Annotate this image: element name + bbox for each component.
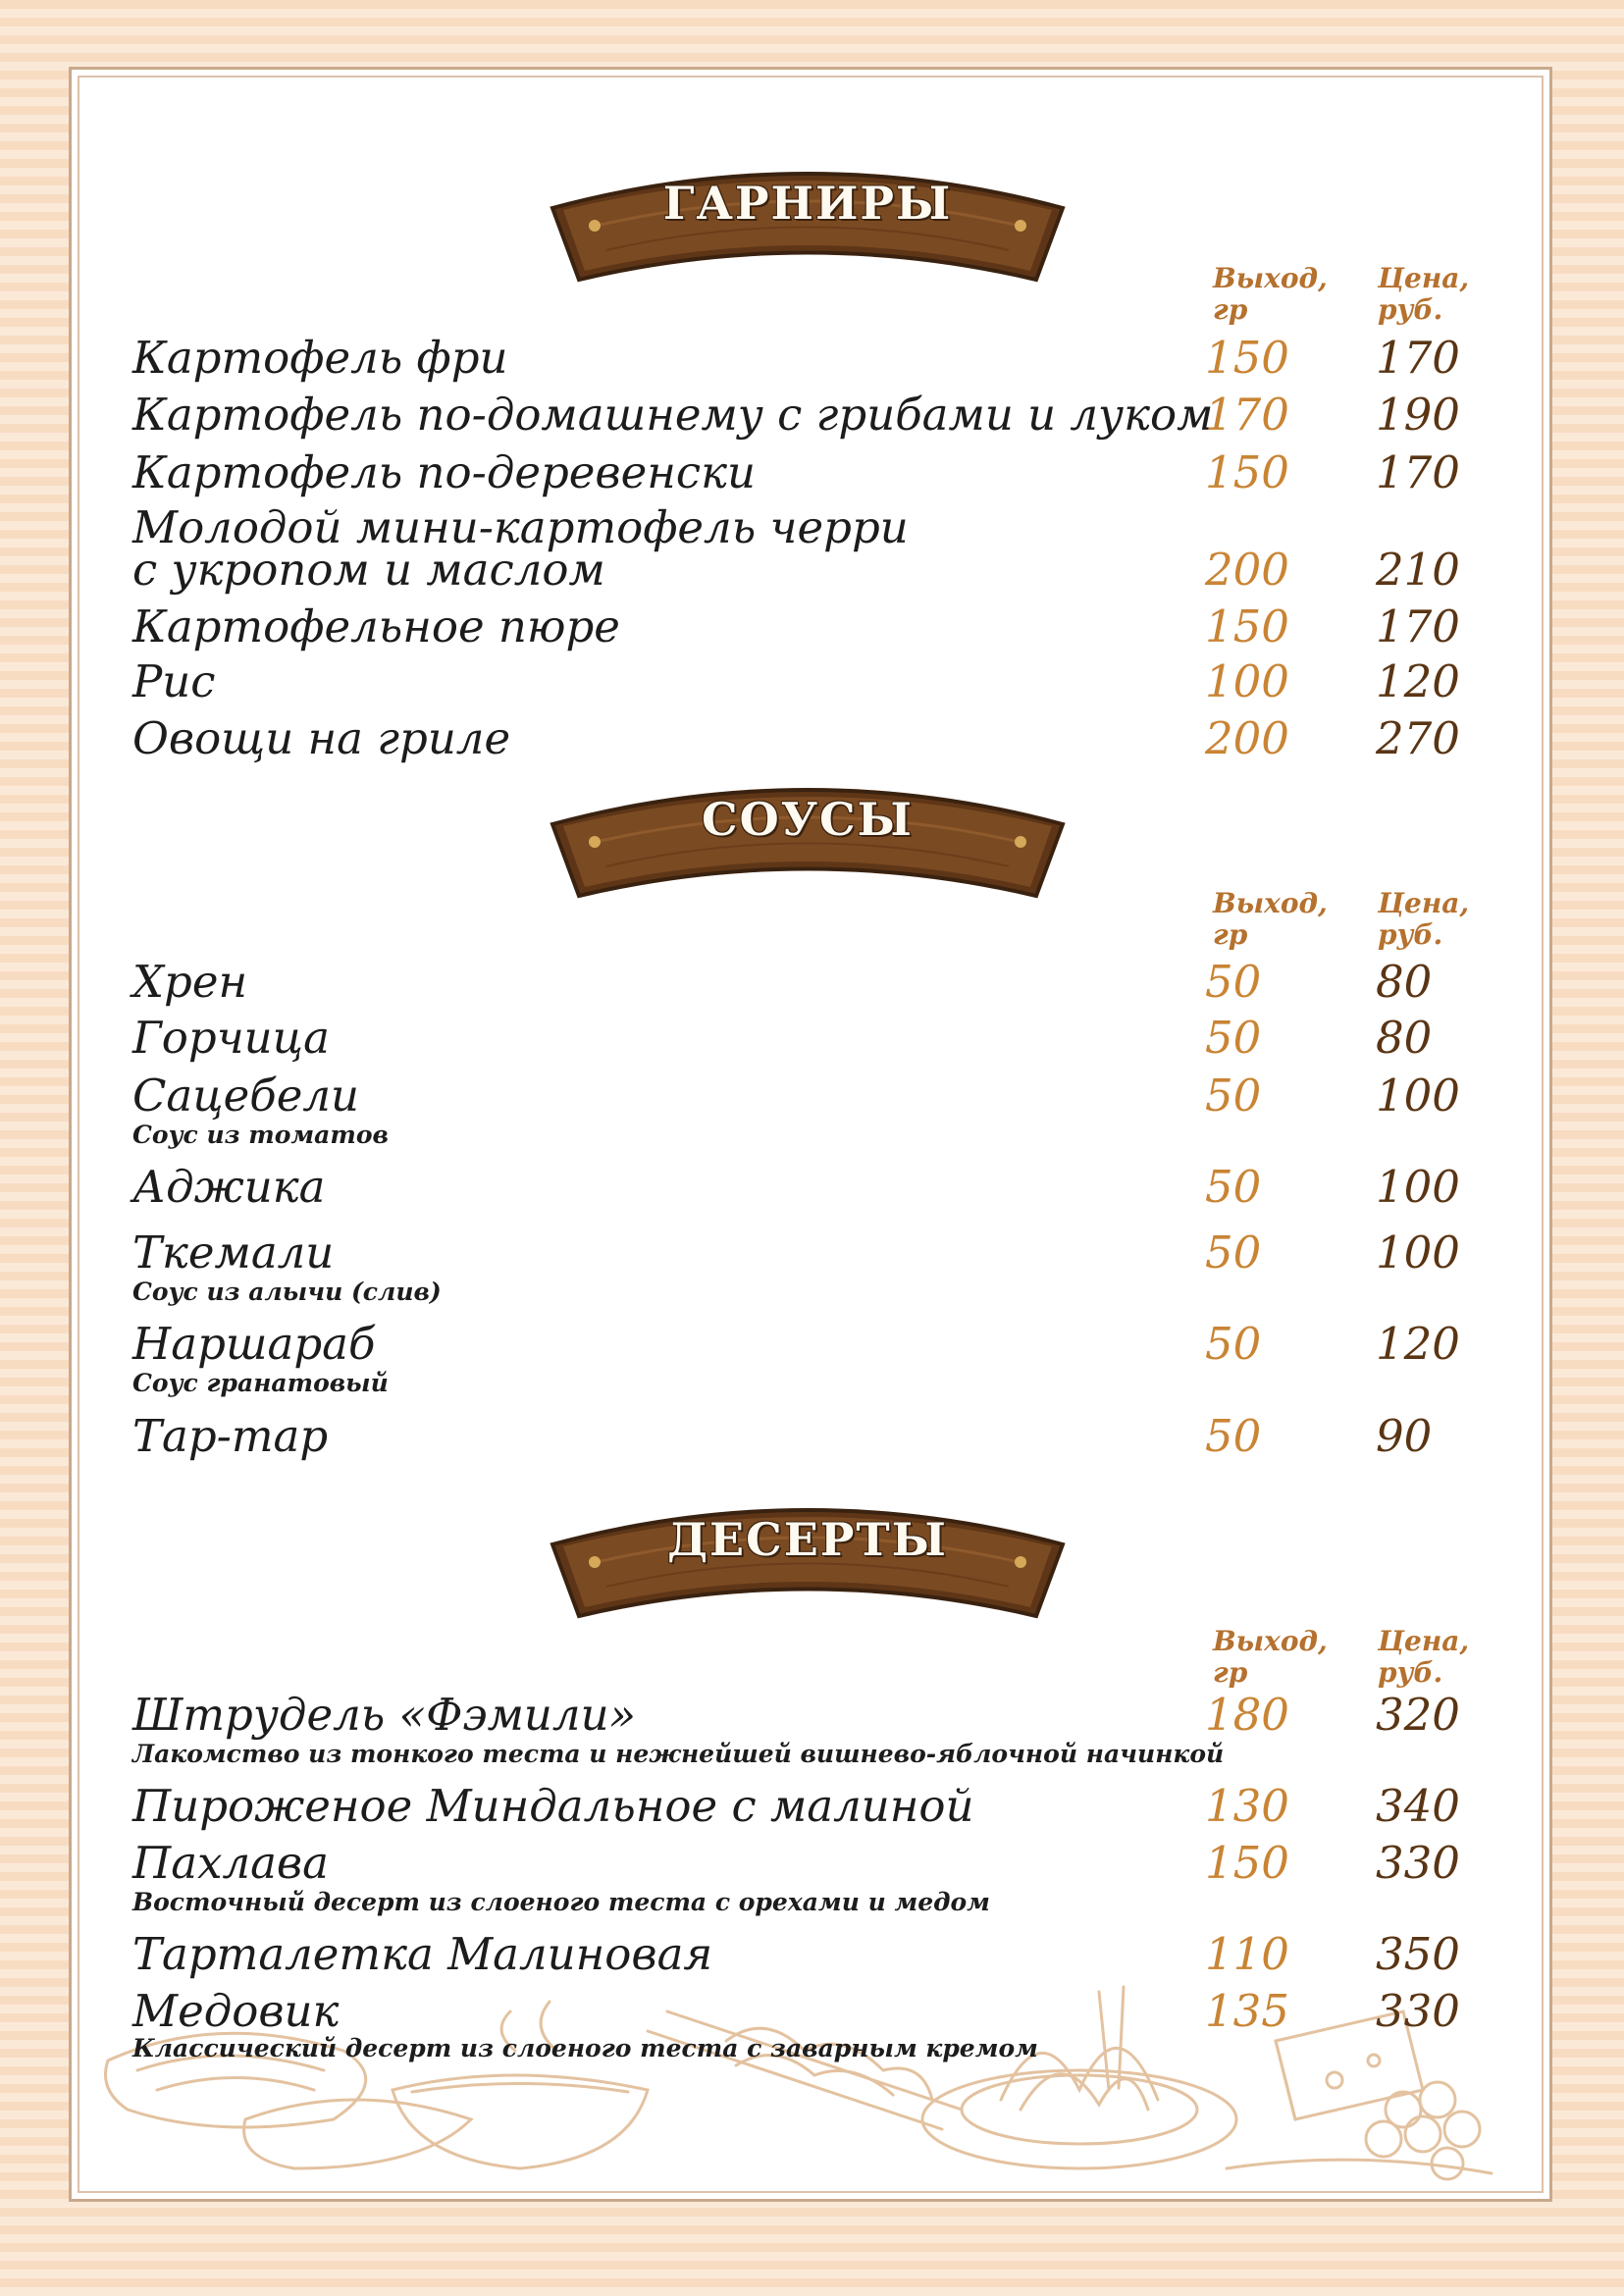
menu-item-weight: 170: [1205, 389, 1289, 441]
menu-item-price: 80: [1376, 1012, 1433, 1064]
menu-item-description: Восточный десерт из слоеного теста с орехами и медом: [132, 1888, 990, 1916]
menu-item-name: Рис: [132, 655, 216, 707]
menu-item-weight: 130: [1205, 1780, 1289, 1832]
menu-item-name: Сацебели: [132, 1070, 360, 1122]
menu-item-description: Соус гранатовый: [132, 1369, 389, 1397]
menu-item-name: Тар-тар: [132, 1410, 329, 1462]
menu-item-price: 120: [1376, 655, 1460, 707]
section-banner-garnishes: [538, 147, 1077, 294]
menu-item-price: 100: [1376, 1070, 1460, 1122]
menu-item-price: 100: [1376, 1226, 1460, 1278]
section-banner-sauces: [538, 763, 1077, 911]
menu-item-weight: 50: [1205, 1012, 1262, 1064]
menu-item-price: 340: [1376, 1780, 1460, 1832]
menu-item-weight: 150: [1205, 600, 1289, 652]
menu-item-description: Лакомство из тонкого теста и нежнейшей вишнево-яблочной начинкой: [132, 1740, 1225, 1768]
menu-item-name: Картофель по-домашнему с грибами и луком: [132, 389, 1214, 441]
menu-item-price: 190: [1376, 389, 1460, 441]
weight-column-header: Выход, гр: [1213, 262, 1328, 326]
menu-item-weight: 150: [1205, 332, 1289, 384]
weight-column-header: Выход, гр: [1213, 887, 1328, 951]
menu-item-price: 330: [1376, 1985, 1460, 2037]
weight-column-header: Выход, гр: [1213, 1625, 1328, 1689]
menu-item-price: 170: [1376, 332, 1460, 384]
menu-item-weight: 50: [1205, 1226, 1262, 1278]
menu-item-price: 100: [1376, 1161, 1460, 1213]
menu-item-price: 330: [1376, 1837, 1460, 1889]
menu-item-price: 170: [1376, 446, 1460, 498]
menu-item-weight: 110: [1205, 1928, 1289, 1980]
menu-item-weight: 50: [1205, 1318, 1262, 1370]
menu-item-weight: 50: [1205, 1161, 1262, 1213]
menu-item-price: 170: [1376, 600, 1460, 652]
menu-item-price: 90: [1376, 1410, 1433, 1462]
menu-item-description: Соус из томатов: [132, 1121, 389, 1149]
section-banner-desserts: [538, 1484, 1077, 1631]
menu-item-name: Молодой мини-картофель черри: [132, 501, 909, 553]
menu-item-weight: 180: [1205, 1689, 1289, 1741]
menu-item-price: 350: [1376, 1928, 1460, 1980]
menu-item-name: Тарталетка Малиновая: [132, 1928, 713, 1980]
menu-item-name: Картофель фри: [132, 332, 508, 384]
menu-item-price: 120: [1376, 1318, 1460, 1370]
menu-item-name: Пироженое Миндальное с малиной: [132, 1780, 974, 1832]
menu-item-price: 210: [1376, 544, 1460, 596]
menu-item-weight: 200: [1205, 712, 1289, 764]
menu-item-name-line2: с укропом и маслом: [132, 544, 605, 596]
menu-item-weight: 50: [1205, 1410, 1262, 1462]
menu-item-weight: 200: [1205, 544, 1289, 596]
menu-item-name: Овощи на гриле: [132, 712, 511, 764]
menu-item-description: Классический десерт из слоеного теста с заварным кремом: [132, 2034, 1038, 2062]
menu-item-name: Пахлава: [132, 1837, 329, 1889]
menu-item-name: Хрен: [132, 956, 248, 1008]
menu-item-name: Картофельное пюре: [132, 600, 620, 652]
menu-item-name: Аджика: [132, 1161, 326, 1213]
price-column-header: Цена, руб.: [1378, 887, 1470, 951]
menu-item-name: Наршараб: [132, 1318, 376, 1370]
menu-item-weight: 50: [1205, 1070, 1262, 1122]
price-column-header: Цена, руб.: [1378, 262, 1470, 326]
price-column-header: Цена, руб.: [1378, 1625, 1470, 1689]
menu-item-name: Медовик: [132, 1985, 340, 2037]
menu-item-weight: 150: [1205, 1837, 1289, 1889]
menu-item-name: Горчица: [132, 1012, 330, 1064]
menu-item-name: Ткемали: [132, 1226, 335, 1278]
menu-item-weight: 100: [1205, 655, 1289, 707]
menu-item-price: 80: [1376, 956, 1433, 1008]
menu-item-name: Картофель по-деревенски: [132, 446, 756, 498]
menu-item-weight: 135: [1205, 1985, 1289, 2037]
section-title: ГАРНИРЫ: [662, 177, 953, 230]
menu-item-price: 270: [1376, 712, 1460, 764]
menu-item-weight: 50: [1205, 956, 1262, 1008]
menu-item-name: Штрудель «Фэмили»: [132, 1689, 637, 1741]
menu-item-weight: 150: [1205, 446, 1289, 498]
menu-item-price: 320: [1376, 1689, 1460, 1741]
section-title: СОУСЫ: [702, 793, 914, 846]
menu-item-description: Соус из алычи (слив): [132, 1278, 442, 1306]
section-title: ДЕСЕРТЫ: [667, 1513, 948, 1566]
